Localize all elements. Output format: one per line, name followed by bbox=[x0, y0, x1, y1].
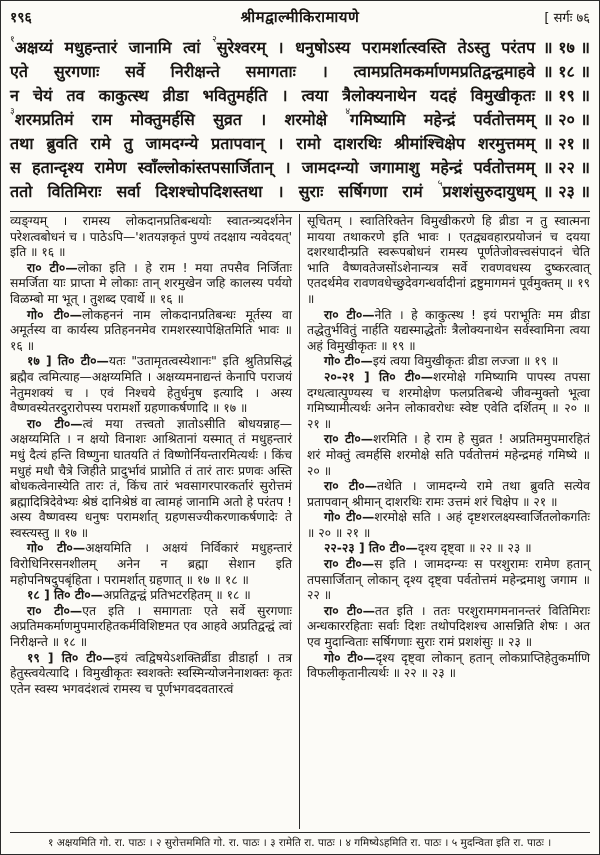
verse-text: एते सुरगणाः सर्वे निरीक्षन्ते समागताः । त्वामप्रतिमकर्माणमप्रतिद्वन्द्वमाहवे bbox=[10, 62, 536, 81]
commentary-lead: रा० टी०— bbox=[324, 479, 377, 494]
verse-line bbox=[10, 108, 590, 132]
commentary-text: तथेति । जामदग्न्ये रामे तथा ब्रुवति सत्येव प्रतापवान् श्रीमान् दाशरथिः रामः उत्तमं शरं चिक्षेप ॥ २१ ॥ bbox=[307, 479, 590, 509]
commentary-lead: रा० टी०— bbox=[27, 416, 83, 431]
commentary-text: इयं त्वया विमुखीकृतः व्रीडा लज्जा ॥ १९ ॥ bbox=[372, 354, 559, 369]
commentary-text: दृश्य दृष्ट्वा ॥ २२ ॥ २३ ॥ bbox=[417, 541, 532, 556]
footnote-marker: ३ bbox=[10, 106, 15, 117]
verse-number: ॥ १७ ॥ bbox=[543, 38, 590, 57]
commentary-lead: रा० टी०— bbox=[27, 603, 83, 618]
commentary-lead: गो० टी०— bbox=[27, 307, 82, 322]
verse-text: स हतान्दृश्य रामेण स्वाँल्लोकांस्तपसार्जितान् । जामदग्न्यो जगामाशु महेन्द्रं पर्वतोत्तमम् bbox=[10, 158, 536, 177]
commentary-lead: रा० टी०— bbox=[324, 307, 375, 322]
commentary-paragraph bbox=[307, 214, 590, 308]
commentary-text: तत इति । ततः परशुरामगमनानन्तरं वितिमिराः अन्धकाररहिताः सर्वाः दिशः तथोपदिशश्च आसन्निति शेषः । अत एव मुदान्विताः सर्षिगणाः सुराः रामं प्रशशंसुः ॥ २३ ॥ bbox=[307, 603, 590, 650]
commentary-paragraph bbox=[307, 432, 590, 479]
commentary-col-right bbox=[300, 214, 590, 829]
verse-section bbox=[10, 36, 590, 204]
commentary-paragraph bbox=[307, 651, 590, 682]
commentary-text: इयं त्वद्विषयेऽशक्तिर्व्रीडा व्रीडार्हा । तत्र हेतुस्त्वयेत्यादि । विमुखीकृतः स्वशक्तेः स्वस्मिन्योजनेनाशक्तः कृतः एतेन स्वस्य भगवदंशत्वं रामस्य च पूर्णभगवदवतारत्वं bbox=[10, 650, 293, 696]
commentary-lead: रा० टी०— bbox=[324, 603, 375, 618]
commentary-paragraph bbox=[307, 510, 590, 541]
commentary-lead: गो० टी०— bbox=[324, 650, 376, 665]
commentary-text: शरमोक्षे सति । अहं दृष्टशरलक्ष्यस्वार्जितलोकगतिः ॥ २० ॥ २१ ॥ bbox=[307, 510, 590, 540]
verse-line bbox=[10, 84, 590, 108]
verse-number: ॥ २३ ॥ bbox=[543, 182, 590, 201]
footnote-marker: १ bbox=[10, 34, 15, 45]
commentary-text: सूचितम् । स्वातिरिक्तेन विमुखीकरणे हि व्रीडा न तु स्वात्मना मायया तथाकरणे इति भावः । एतद्व्यवहारप्रयोजनं च दयया दशरथादीन्प्रति स्वरूपबोधनं रामस्य पूर्णतेजोवत्त्वसंपादनं चेति भाति वैष्णवतेजसोंऽशेनान्यत्र सर्वे रावणवधस्य दुष्करत्वात् एतदर्थमेव रावणवधेच्छुदेवगन्धर्वादीनां द्रष्टुमागमनं पूर्वमुक्तम् ॥ १९ ॥ bbox=[307, 214, 590, 306]
commentary-paragraph bbox=[10, 604, 292, 651]
commentary-paragraph bbox=[10, 417, 292, 542]
commentary-lead: रा० टी०— bbox=[324, 557, 375, 572]
verse-number: ॥ २० ॥ bbox=[543, 110, 590, 129]
commentary-text: यतः "उतामृतत्वस्येशानः" इति श्रुतिप्रसिद्धं ब्रह्मैव त्वमित्याह—अक्षय्यमिति । अक्षय्यमनाद्यन्तं केनापि पराजयं नेतुमशक्यं च । एवं निश्चये हेतुर्धनुष इत्यादि । अस्य वैष्णवस्येतरदुरारोपस्य परामर्शो ग्रहणाकर्षणादि ॥ १७ ॥ bbox=[10, 354, 293, 416]
commentary-text: शरमोक्षे गमिष्यामि पापस्य तपसा दग्धत्वात्पुण्यस्य च शरमोक्षेण फलप्रतिबन्धे जीवन्मुक्तो भूत्वा गमिष्यामीत्यर्थः अनेन लोकावरोधः स्वेष्ट एवेति दर्शितम् ॥ २० ॥ २१ ॥ bbox=[307, 369, 590, 431]
footnote-marker: ४ bbox=[345, 106, 351, 117]
commentary-paragraph bbox=[10, 651, 292, 698]
commentary-text: अक्षयमिति । अक्षयं निर्विकारं मधुहन्तारं विरोधिनिरसनशीलम् अनेन न ब्रह्मा सेशान इति महोपनिषदुपबृंहिता । परामर्शात् ग्रहणात् ॥ १७ ॥ १८ ॥ bbox=[10, 541, 293, 587]
commentary-lead: १८ ] ति० टी०— bbox=[27, 588, 103, 603]
commentary-text: शरमिति । हे राम हे सुव्रत ! अप्रतिममुपमारहितं शरं मोक्तुं त्वमर्हसि शरमोक्षे सति पर्वतोत्तमं महेन्द्रमहं गमिष्ये ॥ २० ॥ bbox=[307, 432, 590, 478]
verse-text: $^३$शरमप्रतिमं राम मोक्तुमर्हसि सुव्रत । शरमोक्षे $^४$गमिष्यामि महेन्द्रं पर्वतोत्तमम् bbox=[10, 106, 536, 129]
commentary-lead: २२-२३ ] ति० टी०— bbox=[324, 541, 418, 556]
commentary-paragraph bbox=[10, 308, 292, 355]
verse-text: $^१$अक्षय्यं मधुहन्तारं जानामि त्वां $^२$सुरेश्वरम् । धनुषोऽस्य परामर्शात्स्वस्ति तेऽस्तु परंतप bbox=[10, 34, 536, 57]
verse-line bbox=[10, 36, 590, 60]
commentary-text: लोकहननं नाम लोकदानप्रतिबन्धः मूर्तस्य वा अमूर्तस्य वा कार्यस्य प्रतिहननमेव रामशरस्यापेक्षितमिति भावः ॥ १६ ॥ bbox=[10, 307, 292, 353]
verse-text: तथा ब्रुवति रामे तु जामदग्न्ये प्रतापवान् । रामो दाशरथिः श्रीमांश्चिक्षेप शरमुत्तमम् bbox=[10, 134, 536, 153]
commentary-text: दृश्य दृष्ट्वा लोकान् हतान् लोकप्राप्तिहेतुकर्माणि विफलीकृतानीत्यर्थः ॥ २२ ॥ २३ ॥ bbox=[307, 650, 591, 681]
commentary-paragraph bbox=[307, 557, 590, 604]
page-number: १९६ bbox=[10, 10, 32, 26]
verse-line bbox=[10, 180, 590, 204]
commentary-lead: गो० टी०— bbox=[324, 354, 373, 369]
commentary-text: एत इति । समागताः एते सर्वे सुरगणाः अप्रतिमकर्माणमुपमारहितकर्मविशिष्टमत एव आहवे अप्रतिद्वन्द्वं त्वां निरीक्षन्ते ॥ १८ ॥ bbox=[10, 603, 292, 650]
commentary-col-left bbox=[10, 214, 300, 829]
commentary-lead: २०-२१ ] ति० टी०— bbox=[324, 369, 434, 384]
commentary-text: स इति । जामदग्न्यः स परशुरामः रामेण हतान् तपसार्जितान् लोकान् दृश्य दृष्ट्वा पर्वतोत्तमं महेन्द्रमाशु जगाम ॥ २२ ॥ bbox=[307, 557, 590, 603]
commentary-paragraph bbox=[10, 588, 292, 604]
commentary-section bbox=[10, 214, 590, 829]
commentary-lead: १७ ] ति० टी०— bbox=[27, 354, 109, 369]
commentary-lead: गो० टी०— bbox=[324, 510, 375, 525]
verse-number: ॥ २१ ॥ bbox=[543, 134, 590, 153]
commentary-paragraph bbox=[307, 370, 590, 432]
sarga-number: [ सर्गः ७६ bbox=[544, 11, 590, 26]
verse-text: न चेयं तव काकुत्स्थ व्रीडा भवितुमर्हति । त्वया त्रैलोक्यनाथेन यदहं विमुखीकृतः bbox=[10, 86, 536, 105]
verse-line bbox=[10, 60, 590, 84]
commentary-paragraph bbox=[307, 604, 590, 651]
commentary-paragraph bbox=[10, 354, 292, 416]
page-header bbox=[10, 7, 590, 27]
commentary-text: लोका इति । हे राम ! मया तपसैव निर्जिताः समर्जिता याः प्राप्ता मे लोकाः तान् शरमुखेन जहि कालस्य पर्ययो विळम्बो मा भूत् । तुशब्द एवार्थे ॥ १६ ॥ bbox=[10, 260, 293, 306]
commentary-lead: रा० टी०— bbox=[324, 432, 374, 447]
commentary-paragraph bbox=[307, 479, 590, 510]
verse-number: ॥ १९ ॥ bbox=[543, 86, 590, 105]
commentary-text: अप्रतिद्वन्द्वं प्रतिभटरहितम् ॥ १८ ॥ bbox=[102, 588, 251, 603]
commentary-paragraph bbox=[307, 308, 590, 355]
book-title: श्रीमद्वाल्मीकिरामायणे bbox=[240, 8, 360, 26]
commentary-text: त्वं मया तत्त्वतो ज्ञातोऽसीति बोधयन्नाह—अक्षय्यमिति । न क्षयो विनाशः आश्रितानां यस्मात् तं मधुहन्तारं मधुं दैत्यं हन्ति विष्णुना घातयति तं विष्णोर्नियन्तारमित्यर्थः । किंच मधुहं मधौ चैत्रे जिहीते प्रादुर्भावं प्राप्नोति तं तारं तारः प्रणवः अस्ति बोधकत्वेनास्येति तारः तं, किंच तारं भवसागरपारकर्तारं सुरोत्तमं ब्रह्मादित्रिदेवेभ्यः श्रेष्ठं दानिश्रेष्ठं वा त्वामहं जानामि अतो हे परंतप ! अस्य वैष्णवस्य धनुषः परामर्शात् ग्रहणसज्यीकरणाकर्षणादेः ते स्वस्त्यस्तु ॥ १७ ॥ bbox=[10, 416, 292, 540]
footnote-marker: २ bbox=[212, 34, 217, 45]
commentary-paragraph bbox=[307, 541, 590, 557]
verse-line bbox=[10, 132, 590, 156]
commentary-paragraph bbox=[10, 261, 292, 308]
verse-line bbox=[10, 156, 590, 180]
verse-commentary-divider bbox=[10, 211, 590, 212]
commentary-lead: गो० टी०— bbox=[27, 541, 86, 556]
footnotes: १ अक्षयमिति गो. रा. पाठः । २ सुरोत्तममिति गो. रा. पाठः । ३ रामेति रा. पाठः । ४ गमिष्येऽहमिति रा. पाठः । ५ मुदन्विता इति रा. पाठः । bbox=[48, 837, 552, 849]
verse-number: ॥ २२ ॥ bbox=[543, 158, 590, 177]
footnote-marker: ५ bbox=[437, 178, 443, 189]
verse-number: ॥ १८ ॥ bbox=[543, 62, 590, 81]
commentary-paragraph bbox=[307, 354, 590, 370]
commentary-paragraph bbox=[10, 214, 292, 261]
commentary-text: नेति । हे काकुत्स्थ ! इयं पराभूतिः मम व्रीडा तद्धेतुर्भवितुं नार्हति यद्यस्माद्धेतोः त्रैलोक्यनाथेन सर्वस्वामिना त्वया अहं विमुखीकृतः ॥ १९ ॥ bbox=[307, 307, 591, 353]
commentary-paragraph bbox=[10, 541, 292, 588]
commentary-lead: रा० टी०— bbox=[27, 260, 78, 275]
verse-text: ततो वितिमिराः सर्वा दिशश्चोपदिशस्तथा । सुराः सर्षिगणा रामं $^५$प्रशशंसुरुदायुधम् bbox=[10, 178, 536, 201]
commentary-text: व्यङ्ग्यम् । रामस्य लोकदानप्रतिबन्धयोः स्वातन्त्र्यदर्शनेन परेशत्वबोधनं च । पाठेऽपि—'शतयज्ञकृतं पुण्यं तदक्षाय न्यवेदयत्' इति ॥ १६ ॥ bbox=[10, 214, 292, 260]
commentary-lead: १९ ] ति० टी०— bbox=[27, 650, 115, 665]
